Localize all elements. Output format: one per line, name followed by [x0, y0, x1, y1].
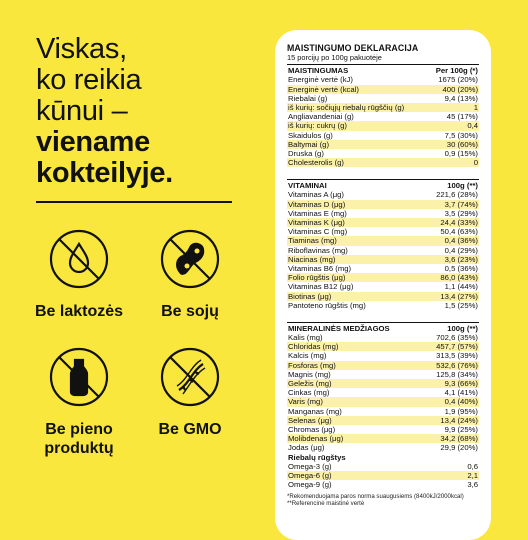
nutrient-value: 1	[473, 102, 478, 112]
nutrient-row	[287, 264, 479, 273]
nutrient-value: 702,6 (35%)	[436, 333, 478, 343]
nutrient-value: 3,5 (29%)	[444, 208, 478, 218]
nutrient-row	[287, 397, 479, 406]
nutrient-value: 9,4 (13%)	[444, 93, 478, 103]
nutrient-row	[287, 480, 479, 489]
nutrient-row	[287, 273, 479, 282]
nutrient-value: 0,6	[467, 461, 478, 471]
feature-label: Be laktozės	[34, 303, 124, 320]
nutrient-value: 29,9 (20%)	[440, 443, 478, 453]
headline-line-5: kokteilyje.	[36, 157, 173, 189]
nutrient-value: 532,6 (76%)	[436, 360, 478, 370]
nutrient-name: Omega-6 (g)	[288, 470, 332, 480]
nutrient-name: Vitaminas A (μg)	[288, 190, 344, 200]
nutrient-name: iš kurių: sočiųjų riebalų rūgščių (g)	[288, 102, 405, 112]
nutrient-name: Angliavandeniai (g)	[288, 112, 354, 122]
nutrient-value: 50,4 (63%)	[440, 227, 478, 237]
nutrient-value: 7,5 (30%)	[444, 130, 478, 140]
nutrient-value: 34,2 (68%)	[440, 434, 478, 444]
minerals-section	[287, 322, 479, 453]
nutrient-value: 86,0 (43%)	[440, 273, 478, 283]
gmo-free-dna-icon	[159, 346, 221, 408]
nutrient-row	[287, 236, 479, 245]
nutrient-row	[287, 103, 479, 112]
nutrient-name: Omega-3 (g)	[288, 461, 332, 471]
nutrient-name: Tiaminas (mg)	[288, 236, 337, 246]
nutrient-row	[287, 227, 479, 236]
fatty-header	[287, 453, 479, 462]
nutrient-row	[287, 85, 479, 94]
nutrient-row	[287, 94, 479, 103]
nutrient-value: 13,4 (27%)	[440, 291, 478, 301]
nutrient-name: Energinė vertė (kcal)	[288, 84, 359, 94]
header-label: VITAMINAI	[288, 181, 327, 191]
nutrient-name: Energinė vertė (kJ)	[288, 75, 353, 85]
header-unit: 100g (**)	[447, 323, 478, 333]
footnote-1: *Rekomenduojama paros norma suaugusiems (8400kJ/2000kcal)	[287, 493, 464, 501]
nutrient-row	[287, 416, 479, 425]
nutrient-row	[287, 149, 479, 158]
nutrient-value: 3,6	[467, 480, 478, 490]
nutrient-value: 45 (17%)	[446, 112, 478, 122]
feature-label: Be GMO	[158, 421, 222, 438]
nutrient-name: Riboflavinas (mg)	[288, 245, 348, 255]
header-label: MINERALINĖS MEDŽIAGOS	[288, 323, 390, 333]
nutrition-panel	[275, 30, 491, 540]
nutrient-value: 0,4	[467, 121, 478, 131]
nutrient-value: 9,3 (66%)	[444, 379, 478, 388]
nutrient-name: Vitaminas C (mg)	[288, 227, 348, 237]
vitamins-header	[287, 181, 479, 190]
nutrient-value: 2,1	[467, 470, 478, 480]
nutrient-value: 221,6 (28%)	[436, 190, 478, 200]
headline-line-4: viename	[36, 126, 150, 158]
nutrient-name: Kalcis (mg)	[288, 351, 327, 361]
nutrient-row	[287, 246, 479, 255]
nutrient-name: Pantoteno rūgštis (mg)	[288, 300, 366, 310]
nutrient-value: 1,1 (44%)	[444, 282, 478, 292]
section-gap	[287, 310, 479, 320]
headline-line-1: Viskas,	[36, 33, 127, 65]
nutrient-name: Baltymai (g)	[288, 139, 330, 149]
nutrition-tables	[287, 64, 479, 489]
feature-label: Be pieno produktų	[44, 421, 114, 457]
nutrient-value: 0,5 (36%)	[444, 263, 478, 273]
feature-soy-free	[135, 228, 245, 321]
nutrient-name: Chromas (μg)	[288, 424, 336, 434]
headline-line-3: kūnui –	[36, 95, 128, 127]
nutrient-row	[287, 370, 479, 379]
nutrient-name: Vitaminas K (μg)	[288, 218, 345, 227]
panel-subtitle: 15 porcijų po 100g pakuotėje	[287, 53, 382, 63]
header-unit: Per 100g (*)	[435, 66, 478, 76]
nutrient-value: 0,4 (36%)	[444, 236, 478, 246]
nutrient-row	[287, 434, 479, 443]
nutrient-row	[287, 292, 479, 301]
nutrient-value: 1675 (20%)	[438, 75, 478, 85]
nutrient-name: Fosforas (mg)	[288, 360, 336, 370]
nutrition-header	[287, 66, 479, 75]
nutrient-value: 125,8 (34%)	[436, 369, 478, 379]
nutrient-name: Molibdenas (μg)	[288, 434, 344, 444]
nutrient-row	[287, 361, 479, 370]
header-label: Riebalų rūgštys	[288, 452, 346, 462]
footnotes	[287, 493, 479, 507]
nutrient-value: 0	[473, 158, 478, 168]
nutrient-name: Chloridas (mg)	[288, 342, 339, 352]
fatty-section	[287, 453, 479, 490]
nutrient-name: Skaidulos (g)	[288, 130, 333, 140]
nutrient-row	[287, 301, 479, 310]
nutrition-section	[287, 64, 479, 167]
nutrient-value: 1,5 (25%)	[444, 300, 478, 310]
nutrient-row	[287, 209, 479, 218]
feature-lactose-free	[24, 228, 134, 321]
nutrient-name: Cinkas (mg)	[288, 388, 330, 398]
nutrient-name: Vitaminas B12 (μg)	[288, 282, 354, 292]
nutrient-row	[287, 190, 479, 199]
nutrient-row	[287, 425, 479, 434]
nutrient-name: Vitaminas E (mg)	[288, 208, 347, 218]
footnote-2: **Referencinė maistinė vertė	[287, 500, 365, 508]
nutrient-row	[287, 351, 479, 360]
nutrient-row	[287, 388, 479, 397]
nutrient-value: 0,4 (29%)	[444, 245, 478, 255]
feature-gmo-free	[135, 346, 245, 439]
nutrient-value: 1,9 (95%)	[444, 406, 478, 416]
soy-free-icon	[159, 228, 221, 290]
nutrient-row	[287, 342, 479, 351]
nutrient-name: Niacinas (mg)	[288, 254, 336, 264]
nutrient-row	[287, 255, 479, 264]
nutrient-value: 0,9 (15%)	[444, 148, 478, 158]
nutrient-name: Geležis (mg)	[288, 379, 332, 388]
section-gap	[287, 167, 479, 177]
nutrient-row	[287, 158, 479, 167]
nutrient-name: Jodas (μg)	[288, 443, 325, 453]
nutrient-name: Omega-9 (g)	[288, 480, 332, 490]
vitamins-section	[287, 179, 479, 310]
nutrient-name: Kalis (mg)	[288, 333, 323, 343]
nutrient-value: 24,4 (33%)	[440, 218, 478, 227]
nutrient-name: Biotinas (μg)	[288, 291, 332, 301]
nutrient-row	[287, 75, 479, 84]
nutrient-row	[287, 131, 479, 140]
nutrient-name: Druska (g)	[288, 148, 324, 158]
nutrient-name: Magnis (mg)	[288, 369, 331, 379]
nutrient-row	[287, 333, 479, 342]
nutrient-row	[287, 121, 479, 130]
nutrient-row	[287, 112, 479, 121]
nutrient-row	[287, 200, 479, 209]
nutrient-name: iš kurių: cukrų (g)	[288, 121, 347, 131]
nutrient-row	[287, 407, 479, 416]
header-unit: 100g (**)	[447, 181, 478, 191]
nutrient-value: 3,7 (74%)	[444, 199, 478, 209]
minerals-header	[287, 324, 479, 333]
feature-label: Be sojų	[161, 303, 219, 320]
nutrient-row	[287, 218, 479, 227]
nutrient-row	[287, 443, 479, 452]
panel-title: MAISTINGUMO DEKLARACIJA	[287, 43, 419, 53]
nutrient-row	[287, 282, 479, 291]
nutrient-name: Varis (mg)	[288, 397, 323, 407]
nutrient-value: 0,4 (40%)	[444, 397, 478, 407]
nutrient-row	[287, 471, 479, 480]
nutrient-name: Folio rūgštis (μg)	[288, 273, 346, 283]
nutrient-name: Manganas (mg)	[288, 406, 342, 416]
nutrient-name: Vitaminas D (μg)	[288, 199, 346, 209]
nutrient-value: 400 (20%)	[442, 84, 478, 94]
lactose-free-drop-icon	[48, 228, 110, 290]
nutrient-value: 13,4 (24%)	[440, 415, 478, 425]
nutrient-value: 9,9 (25%)	[444, 424, 478, 434]
nutrient-row	[287, 140, 479, 149]
nutrient-name: Cholesterolis (g)	[288, 158, 344, 168]
header-label: MAISTINGUMAS	[288, 66, 349, 76]
headline	[36, 34, 256, 189]
nutrient-value: 457,7 (57%)	[436, 342, 478, 352]
nutrient-value: 313,5 (39%)	[436, 351, 478, 361]
nutrient-value: 4,1 (41%)	[444, 388, 478, 398]
feature-dairy-free	[24, 346, 134, 458]
nutrient-name: Riebalai (g)	[288, 93, 328, 103]
nutrient-name: Vitaminas B6 (mg)	[288, 263, 352, 273]
nutrient-name: Selenas (μg)	[288, 415, 332, 425]
nutrient-value: 30 (60%)	[446, 139, 478, 149]
nutrient-row	[287, 462, 479, 471]
nutrient-row	[287, 379, 479, 388]
headline-line-2: ko reikia	[36, 64, 142, 96]
divider	[36, 201, 232, 203]
dairy-free-bottle-icon	[48, 346, 110, 408]
nutrient-value: 3,6 (23%)	[444, 254, 478, 264]
